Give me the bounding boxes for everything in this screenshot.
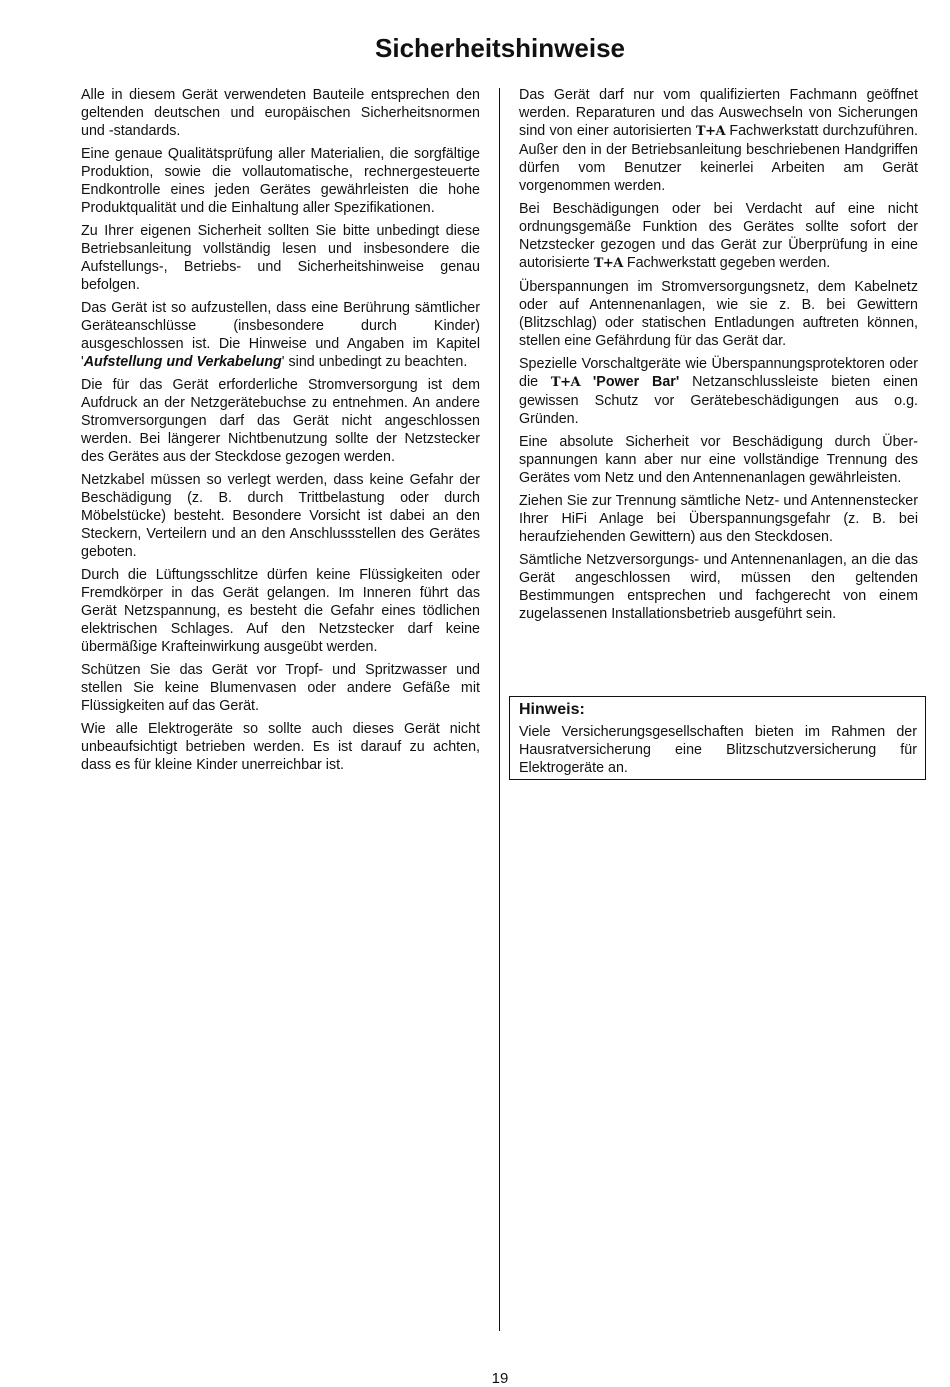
paragraph xyxy=(519,86,918,195)
paragraph: Alle in diesem Gerät verwendeten Bauteile entsprechen den geltenden deutschen und europäischen Sicherheitsnormen und -standards. xyxy=(81,87,480,139)
left-column xyxy=(81,86,480,779)
paragraph-text: Das Gerät darf nur vom qualifizierten Fachmann geöffnet werden. Reparaturen und das Auswechseln von Sicherungen sind von einer autorisierten xyxy=(519,87,918,139)
paragraph: Durch die Lüftungsschlitze dürfen keine Flüssigkeiten oder Fremdkörper in das Gerät gelangen. Im Inneren führt das Gerät Netzspannung, es besteht die Gefahr eines tödlichen elektrischen Schlages. Auf den Netzstecker darf keine übermäßige Krafteinwirkung ausgeübt werden. xyxy=(81,567,480,655)
paragraph: Schützen Sie das Gerät vor Tropf- und Spritzwasser und stellen Sie keine Blumenvasen oder andere Gefäße mit Flüssigkeiten auf das Gerät. xyxy=(81,662,480,714)
right-column xyxy=(519,86,918,628)
paragraph: Zu Ihrer eigenen Sicherheit sollten Sie bitte unbedingt diese Betriebsanleitung vollständig lesen und insbesondere die Aufstellungs-, Betriebs- und Sicherheitshinweise genau befolgen. xyxy=(81,223,480,293)
paragraph: Ziehen Sie zur Trennung sämtliche Netz- und Antennenstecker Ihrer HiFi Anlage bei Überspannungsgefahr (z. B. bei heraufziehenden Gewittern) aus den Steckdosen. xyxy=(519,493,918,545)
paragraph-text: Bei Beschädigungen oder bei Verdacht auf eine nicht ordnungsgemäße Funktion des Gerätes sollte sofort der Netzstecker gezogen und das Gerät zur Überprüfung in eine autorisierte xyxy=(519,201,918,271)
page-number: 19 xyxy=(491,1370,509,1387)
paragraph xyxy=(519,200,918,273)
note-text: Viele Versicherungsgesellschaften bieten im Rahmen der Hausratversicherung eine Blitzschutzversicherung für Elektrogeräte an. xyxy=(519,724,917,776)
column-divider xyxy=(499,88,500,1331)
paragraph-text: Fachwerkstatt gegeben werden. xyxy=(622,255,831,271)
paragraph-text: Netzanschlussleiste bieten einen gewissen Schutz vor Gerätebeschädigungen aus o.g. Gründen. xyxy=(519,374,918,427)
paragraph: Wie alle Elektrogeräte so sollte auch dieses Gerät nicht unbeaufsichtigt betrieben werden. Es ist darauf zu achten, dass es für kleine Kinder unerreichbar ist. xyxy=(81,721,480,773)
paragraph-text: ' sind unbedingt zu beachten. xyxy=(281,354,468,370)
paragraph: Die für das Gerät erforderliche Stromversorgung ist dem Aufdruck an der Netzgerätebuchse zu entnehmen. An andere Stromversorgungen darf das Gerät nicht angeschlossen werden. Bei längerer Nichtbenutzung sollte der Netzstecker des Gerätes aus der Steckdose gezogen werden. xyxy=(81,377,480,465)
note-box xyxy=(509,696,926,780)
ta-logo: T+A xyxy=(695,124,726,139)
product-name: 'Power Bar' xyxy=(592,374,680,390)
paragraph: Netzkabel müssen so verlegt werden, dass keine Gefahr der Beschädigung (z. B. durch Trittbelastung oder durch Möbelstücke) besteht. Besondere Vorsicht ist dabei an den Steckern, Verteilern und an den Anschlussstellen des Gerätes geboten. xyxy=(81,472,480,560)
paragraph: Überspannungen im Stromversorgungsnetz, dem Kabelnetz oder auf Antennenanlagen, wie sie z. B. bei Gewittern (Blitzschlag) oder statischen Entladungen auftreten können, stellen eine Gefährdung für das Gerät dar. xyxy=(519,279,918,349)
ta-logo: T+A xyxy=(593,256,623,271)
page-title: Sicherheitshinweise xyxy=(375,33,625,63)
paragraph xyxy=(519,355,918,428)
paragraph-text: Fachwerkstatt durchzuführen. Außer den in der Betriebsanleitung beschriebenen Handgriffen dürfen vom Benutzer keinerlei Arbeiten am Gerät vorgenommen werden. xyxy=(519,123,918,194)
paragraph xyxy=(81,299,480,371)
chapter-reference: Aufstellung und Verkabelung xyxy=(83,354,282,370)
paragraph-text: Spezielle Vorschaltgeräte wie Überspannungsprotektoren oder die xyxy=(519,356,918,390)
paragraph: Eine genaue Qualitätsprüfung aller Materialien, die sorgfältige Produktion, sowie die vollautomatische, rechnergesteuerte Endkontrolle eines jeden Gerätes gewährleisten die hohe Produktqualität und die Einhaltung aller Spezifikationen. xyxy=(81,146,480,216)
paragraph-text: Das Gerät ist so aufzustellen, dass eine Berührung sämtlicher Geräteanschlüsse (insbesondere durch Kinder) ausgeschlossen ist. Die Hinweise und Angaben im Kapitel ' xyxy=(81,300,480,370)
note-title: Hinweis: xyxy=(519,701,585,718)
paragraph: Eine absolute Sicherheit vor Beschädigung durch Überspannungen kann aber nur eine vollständige Trennung des Gerätes vom Netz und den Antennenanlagen gewährleisten. xyxy=(519,434,918,486)
ta-logo: T+A xyxy=(550,375,581,390)
paragraph: Sämtliche Netzversorgungs- und Antennenanlagen, an die das Gerät angeschlossen wird, müssen den geltenden Bestimmungen entsprechen und fachgerecht von einem zugelassenen Installationsbetrieb ausgeführt sein. xyxy=(519,552,918,622)
